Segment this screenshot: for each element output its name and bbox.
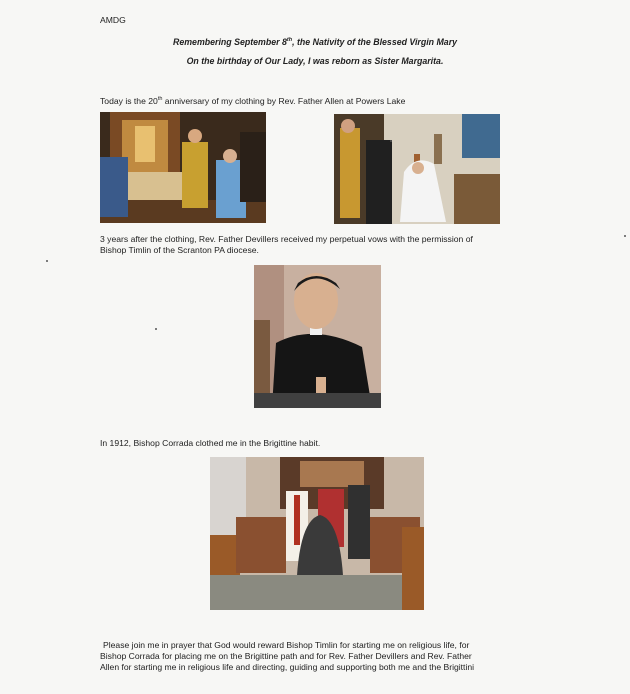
photo-clothing-nun — [334, 114, 500, 224]
scan-speck — [390, 140, 392, 142]
scan-speck — [46, 260, 48, 262]
para1-text-b: anniversary of my clothing by Rev. Father Allen at Powers Lake — [162, 96, 406, 106]
anniversary-paragraph — [100, 96, 405, 107]
scan-speck — [155, 328, 157, 330]
photo-clothing-altar — [100, 112, 266, 223]
amdg-label: AMDG — [100, 15, 126, 25]
vows-paragraph-line2: Bishop Timlin of the Scranton PA diocese. — [100, 245, 259, 255]
prayer-paragraph-line3: Allen for starting me in religious life and directing, guiding and supporting both me and the Brigittini — [100, 662, 475, 672]
para1-text-a: Today is the 20 — [100, 96, 158, 106]
prayer-paragraph-line1: Please join me in prayer that God would reward Bishop Timlin for starting me on religious life, for — [103, 640, 470, 650]
document-subtitle: On the birthday of Our Lady, I was reborn as Sister Margarita. — [186, 56, 444, 66]
photo-brigittine-clothing — [210, 457, 424, 610]
title-text-b: , the Nativity of the Blessed Virgin Mary — [292, 37, 458, 47]
para1-sup: th — [157, 96, 163, 103]
scan-speck — [624, 235, 626, 237]
photo-priest-portrait — [254, 265, 381, 408]
vows-paragraph-line1: 3 years after the clothing, Rev. Father Devillers received my perpetual vows with the permission of — [100, 234, 473, 244]
title-text-a: Remembering September 8 — [172, 37, 287, 47]
document-title — [0, 37, 630, 47]
brigittine-habit-paragraph: In 1912, Bishop Corrada clothed me in the Brigittine habit. — [100, 438, 321, 448]
title-sup: th — [286, 37, 293, 44]
prayer-paragraph-line2: Bishop Corrada for placing me on the Brigittine path and for Rev. Father Devillers and Rev. Father — [100, 651, 472, 661]
